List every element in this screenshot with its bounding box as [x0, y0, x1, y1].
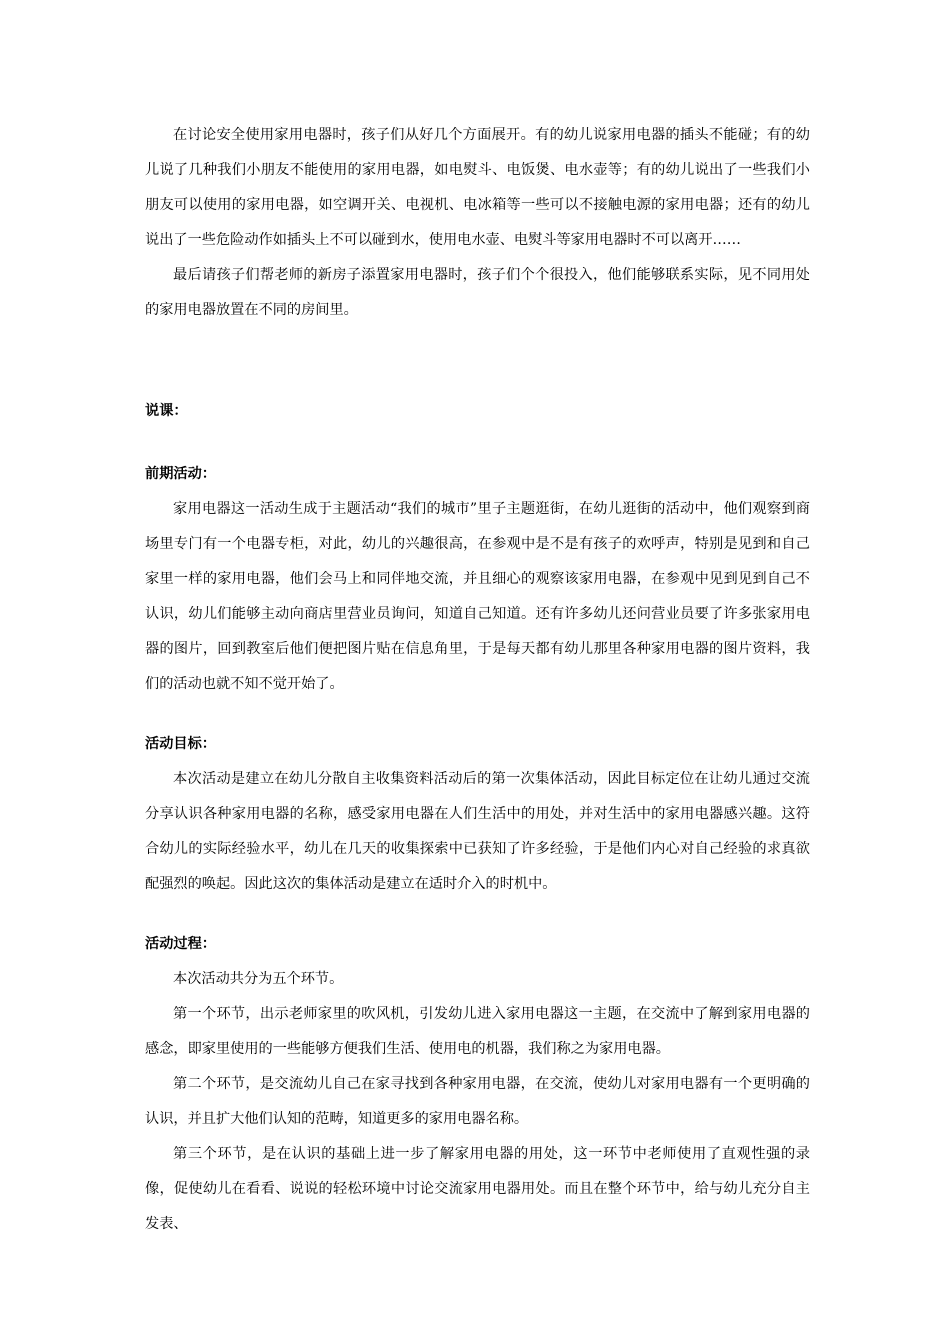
spacer	[145, 902, 810, 927]
mubiao-heading: 活动目标：	[145, 736, 216, 752]
qianqi-paragraph: 家用电器这一活动生成于主题活动“我们的城市”里子主题逛街，在幼儿逛街的活动中，他们观察到商场里专门有一个电器专柜，对此，幼儿的兴趣很高，在参观中是不是有孩子的欢呼声，特别是见到和自己家里一样的家用电器，他们会马上和同伴地交流，并且细心的观察该家用电器，在参观中见到见到自己不认识，幼儿们能够主动向商店里营业员询问，知道自己知道。还有许多幼儿还问营业员要了许多张家用电器的图片，回到教室后他们便把图片贴在信息角里，于是每天都有幼儿那里各种家用电器的图片资料，我们的活动也就不知不觉开始了。	[145, 501, 810, 692]
intro-paragraph-2: 最后请孩子们帮老师的新房子添置家用电器时，孩子们个个很投入，他们能够联系实际，见不同用处的家用电器放置在不同的房间里。	[145, 267, 810, 318]
mubiao-paragraph: 本次活动是建立在幼儿分散自主收集资料活动后的第一次集体活动，因此目标定位在让幼儿通过交流分享认识各种家用电器的名称，感受家用电器在人们生活中的用处，并对生活中的家用电器感兴趣。这符合幼儿的实际经验水平，幼儿在几天的收集探索中已获知了许多经验，于是他们内心对自己经验的求真欲配强烈的唤起。因此这次的集体活动是建立在适时介入的时机中。	[145, 771, 810, 892]
spacer	[145, 702, 810, 727]
spacer	[145, 328, 810, 394]
guocheng-paragraph-4: 第三个环节，是在认识的基础上进一步了解家用电器的用处，这一环节中老师使用了直观性强的录像，促使幼儿在看看、说说的轻松环境中讨论交流家用电器用处。而且在整个环节中，给与幼儿充分自主发表、	[145, 1146, 810, 1232]
shuoke-heading: 说课：	[145, 403, 188, 419]
intro-paragraph-1: 在讨论安全使用家用电器时，孩子们从好几个方面展开。有的幼儿说家用电器的插头不能碰；有的幼儿说了几种我们小朋友不能使用的家用电器，如电熨斗、电饭煲、电水壶等；有的幼儿说出了一些我们小朋友可以使用的家用电器，如空调开关、电视机、电冰箱等一些可以不接触电源的家用电器；还有的幼儿说出了一些危险动作如插头上不可以碰到水，使用电水壶、电熨斗等家用电器时不可以离开……	[145, 127, 810, 248]
guocheng-paragraph-2: 第一个环节，出示老师家里的吹风机，引发幼儿进入家用电器这一主题，在交流中了解到家用电器的感念，即家里使用的一些能够方便我们生活、使用电的机器，我们称之为家用电器。	[145, 1006, 810, 1057]
document-body	[145, 118, 810, 1242]
guocheng-paragraph-1: 本次活动共分为五个环节。	[173, 971, 344, 987]
guocheng-paragraph-3: 第二个环节，是交流幼儿自己在家寻找到各种家用电器，在交流，使幼儿对家用电器有一个更明确的认识，并且扩大他们认知的范畴，知道更多的家用电器名称。	[145, 1076, 810, 1127]
spacer	[145, 429, 810, 457]
qianqi-heading: 前期活动：	[145, 466, 216, 482]
guocheng-heading: 活动过程：	[145, 936, 216, 952]
